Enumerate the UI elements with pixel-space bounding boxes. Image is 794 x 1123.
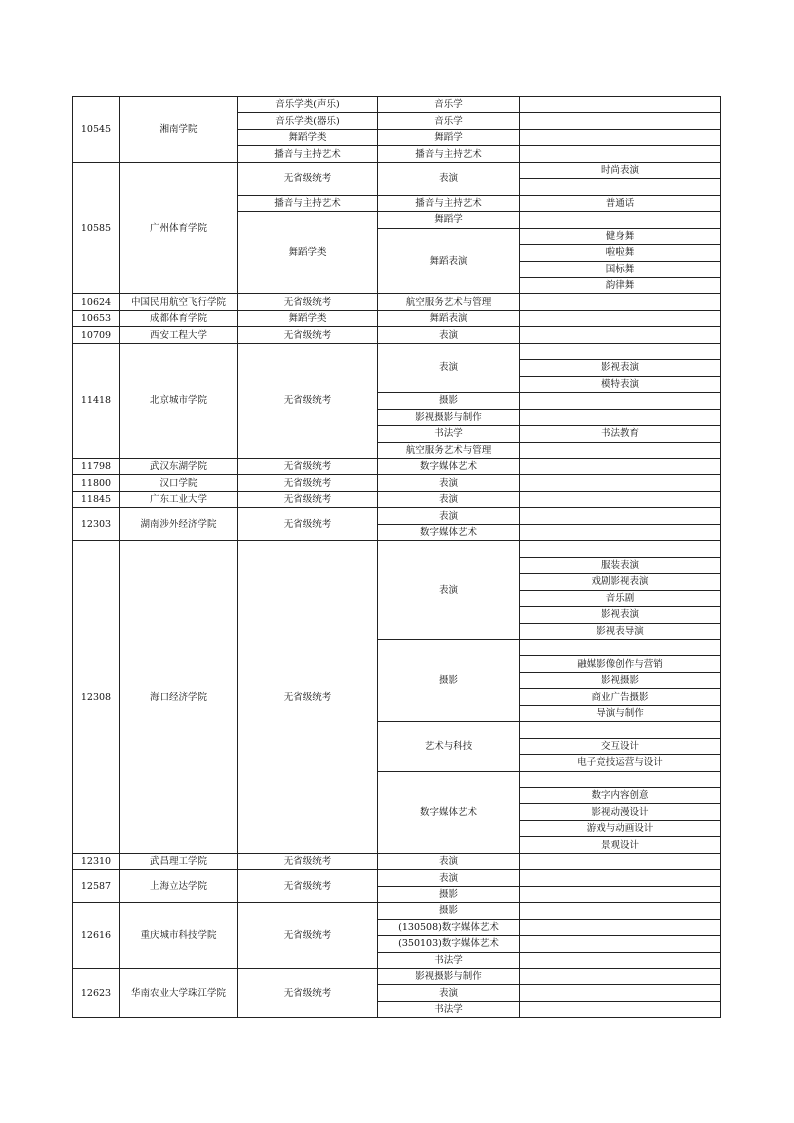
- institution-code-cell: 12303: [73, 508, 120, 541]
- institution-name-cell: 中国民用航空飞行学院: [120, 294, 238, 310]
- table-row: [73, 97, 721, 113]
- direction-cell: [520, 936, 721, 952]
- direction-cell: 模特表演: [520, 376, 721, 392]
- direction-cell: [520, 886, 721, 902]
- major-cell: 表演: [378, 853, 520, 869]
- direction-cell: [520, 212, 721, 228]
- major-cell: 表演: [378, 162, 520, 195]
- exam-category-cell: 音乐学类(器乐): [238, 113, 378, 129]
- direction-cell: [520, 508, 721, 524]
- direction-cell: [520, 952, 721, 968]
- direction-cell: 书法教育: [520, 426, 721, 442]
- institution-code-cell: 10545: [73, 97, 120, 163]
- direction-cell: [520, 524, 721, 540]
- direction-cell: [520, 458, 721, 474]
- major-cell: 书法学: [378, 426, 520, 442]
- major-cell: 表演: [378, 343, 520, 392]
- exam-category-cell: 无省级统考: [238, 903, 378, 969]
- institution-name-cell: 成都体育学院: [120, 310, 238, 326]
- major-cell: 摄影: [378, 639, 520, 721]
- exam-category-cell: 无省级统考: [238, 541, 378, 854]
- institution-code-cell: 10653: [73, 310, 120, 326]
- direction-cell: [520, 541, 721, 557]
- major-cell: 播音与主持艺术: [378, 195, 520, 211]
- table-row: [73, 903, 721, 919]
- direction-cell: [520, 146, 721, 162]
- major-cell: 表演: [378, 491, 520, 507]
- direction-cell: [520, 903, 721, 919]
- direction-cell: 影视表演: [520, 360, 721, 376]
- institution-code-cell: 10585: [73, 162, 120, 294]
- direction-cell: 国标舞: [520, 261, 721, 277]
- table-row: [73, 310, 721, 326]
- major-cell: 书法学: [378, 1001, 520, 1017]
- major-cell: 表演: [378, 985, 520, 1001]
- institution-code-cell: 11418: [73, 343, 120, 458]
- institution-name-cell: 汉口学院: [120, 475, 238, 491]
- direction-cell: [520, 409, 721, 425]
- table-body: [73, 97, 721, 1018]
- major-cell: 数字媒体艺术: [378, 458, 520, 474]
- table-row: [73, 294, 721, 310]
- direction-cell: [520, 771, 721, 787]
- major-cell: 航空服务艺术与管理: [378, 294, 520, 310]
- exam-category-cell: 无省级统考: [238, 162, 378, 195]
- direction-cell: [520, 294, 721, 310]
- major-cell: 摄影: [378, 393, 520, 409]
- direction-cell: 戏剧影视表演: [520, 574, 721, 590]
- major-cell: 数字媒体艺术: [378, 771, 520, 853]
- major-cell: 影视摄影与制作: [378, 409, 520, 425]
- major-cell: 摄影: [378, 886, 520, 902]
- institution-code-cell: 12616: [73, 903, 120, 969]
- major-cell: 影视摄影与制作: [378, 969, 520, 985]
- exam-category-cell: 无省级统考: [238, 475, 378, 491]
- institution-name-cell: 上海立达学院: [120, 870, 238, 903]
- exam-category-cell: 无省级统考: [238, 491, 378, 507]
- direction-cell: [520, 1001, 721, 1017]
- exam-category-cell: 舞蹈学类: [238, 212, 378, 294]
- direction-cell: [520, 919, 721, 935]
- table-row: [73, 491, 721, 507]
- exam-category-cell: 无省级统考: [238, 327, 378, 343]
- major-cell: 舞蹈表演: [378, 228, 520, 294]
- direction-cell: 啦啦舞: [520, 245, 721, 261]
- institution-code-cell: 10624: [73, 294, 120, 310]
- direction-cell: [520, 491, 721, 507]
- institution-code-cell: 12310: [73, 853, 120, 869]
- direction-cell: [520, 393, 721, 409]
- major-cell: 表演: [378, 508, 520, 524]
- direction-cell: 电子竞技运营与设计: [520, 755, 721, 771]
- direction-cell: [520, 870, 721, 886]
- major-cell: (350103)数字媒体艺术: [378, 936, 520, 952]
- institution-name-cell: 湘南学院: [120, 97, 238, 163]
- direction-cell: [520, 97, 721, 113]
- direction-cell: [520, 310, 721, 326]
- major-cell: 音乐学: [378, 97, 520, 113]
- table-row: [73, 475, 721, 491]
- institution-name-cell: 海口经济学院: [120, 541, 238, 854]
- direction-cell: [520, 113, 721, 129]
- direction-cell: 时尚表演: [520, 162, 721, 178]
- direction-cell: 服装表演: [520, 557, 721, 573]
- direction-cell: [520, 343, 721, 359]
- table-row: [73, 327, 721, 343]
- institution-name-cell: 华南农业大学珠江学院: [120, 969, 238, 1018]
- table-row: [73, 458, 721, 474]
- exam-category-cell: 无省级统考: [238, 853, 378, 869]
- direction-cell: [520, 969, 721, 985]
- exam-category-cell: 舞蹈学类: [238, 129, 378, 145]
- institution-name-cell: 北京城市学院: [120, 343, 238, 458]
- exam-category-cell: 无省级统考: [238, 343, 378, 458]
- major-cell: 表演: [378, 870, 520, 886]
- direction-cell: [520, 442, 721, 458]
- institution-code-cell: 11800: [73, 475, 120, 491]
- exam-category-cell: 播音与主持艺术: [238, 195, 378, 211]
- direction-cell: 健身舞: [520, 228, 721, 244]
- institution-name-cell: 湖南涉外经济学院: [120, 508, 238, 541]
- major-cell: 书法学: [378, 952, 520, 968]
- direction-cell: 商业广告摄影: [520, 689, 721, 705]
- major-cell: 艺术与科技: [378, 722, 520, 771]
- admissions-table: [72, 96, 721, 1018]
- table-row: [73, 162, 721, 178]
- exam-category-cell: 无省级统考: [238, 870, 378, 903]
- table-row: [73, 343, 721, 359]
- direction-cell: 韵律舞: [520, 277, 721, 293]
- table-row: [73, 508, 721, 524]
- institution-name-cell: 武汉东湖学院: [120, 458, 238, 474]
- major-cell: 数字媒体艺术: [378, 524, 520, 540]
- institution-name-cell: 武昌理工学院: [120, 853, 238, 869]
- table-row: [73, 853, 721, 869]
- direction-cell: 景观设计: [520, 837, 721, 853]
- table-row: [73, 870, 721, 886]
- institution-code-cell: 12587: [73, 870, 120, 903]
- institution-code-cell: 12308: [73, 541, 120, 854]
- major-cell: 表演: [378, 541, 520, 640]
- major-cell: 舞蹈学: [378, 129, 520, 145]
- major-cell: 表演: [378, 475, 520, 491]
- major-cell: 播音与主持艺术: [378, 146, 520, 162]
- direction-cell: 游戏与动画设计: [520, 820, 721, 836]
- institution-code-cell: 11845: [73, 491, 120, 507]
- exam-category-cell: 无省级统考: [238, 458, 378, 474]
- major-cell: 航空服务艺术与管理: [378, 442, 520, 458]
- exam-category-cell: 无省级统考: [238, 969, 378, 1018]
- direction-cell: 影视表导演: [520, 623, 721, 639]
- major-cell: (130508)数字媒体艺术: [378, 919, 520, 935]
- direction-cell: 音乐剧: [520, 590, 721, 606]
- direction-cell: [520, 853, 721, 869]
- institution-code-cell: 12623: [73, 969, 120, 1018]
- direction-cell: [520, 985, 721, 1001]
- direction-cell: [520, 129, 721, 145]
- institution-name-cell: 广州体育学院: [120, 162, 238, 294]
- institution-name-cell: 西安工程大学: [120, 327, 238, 343]
- exam-category-cell: 播音与主持艺术: [238, 146, 378, 162]
- direction-cell: [520, 722, 721, 738]
- direction-cell: [520, 639, 721, 655]
- direction-cell: 影视表演: [520, 607, 721, 623]
- direction-cell: 影视动漫设计: [520, 804, 721, 820]
- direction-cell: 交互设计: [520, 738, 721, 754]
- table-row: [73, 541, 721, 557]
- institution-code-cell: 10709: [73, 327, 120, 343]
- major-cell: 摄影: [378, 903, 520, 919]
- exam-category-cell: 无省级统考: [238, 294, 378, 310]
- direction-cell: [520, 179, 721, 195]
- direction-cell: 导演与制作: [520, 705, 721, 721]
- direction-cell: 普通话: [520, 195, 721, 211]
- institution-code-cell: 11798: [73, 458, 120, 474]
- major-cell: 舞蹈学: [378, 212, 520, 228]
- institution-name-cell: 重庆城市科技学院: [120, 903, 238, 969]
- major-cell: 音乐学: [378, 113, 520, 129]
- direction-cell: [520, 475, 721, 491]
- exam-category-cell: 舞蹈学类: [238, 310, 378, 326]
- direction-cell: 融媒影像创作与营销: [520, 656, 721, 672]
- direction-cell: 影视摄影: [520, 672, 721, 688]
- direction-cell: [520, 327, 721, 343]
- exam-category-cell: 音乐学类(声乐): [238, 97, 378, 113]
- exam-category-cell: 无省级统考: [238, 508, 378, 541]
- institution-name-cell: 广东工业大学: [120, 491, 238, 507]
- major-cell: 舞蹈表演: [378, 310, 520, 326]
- major-cell: 表演: [378, 327, 520, 343]
- table-row: [73, 969, 721, 985]
- direction-cell: 数字内容创意: [520, 788, 721, 804]
